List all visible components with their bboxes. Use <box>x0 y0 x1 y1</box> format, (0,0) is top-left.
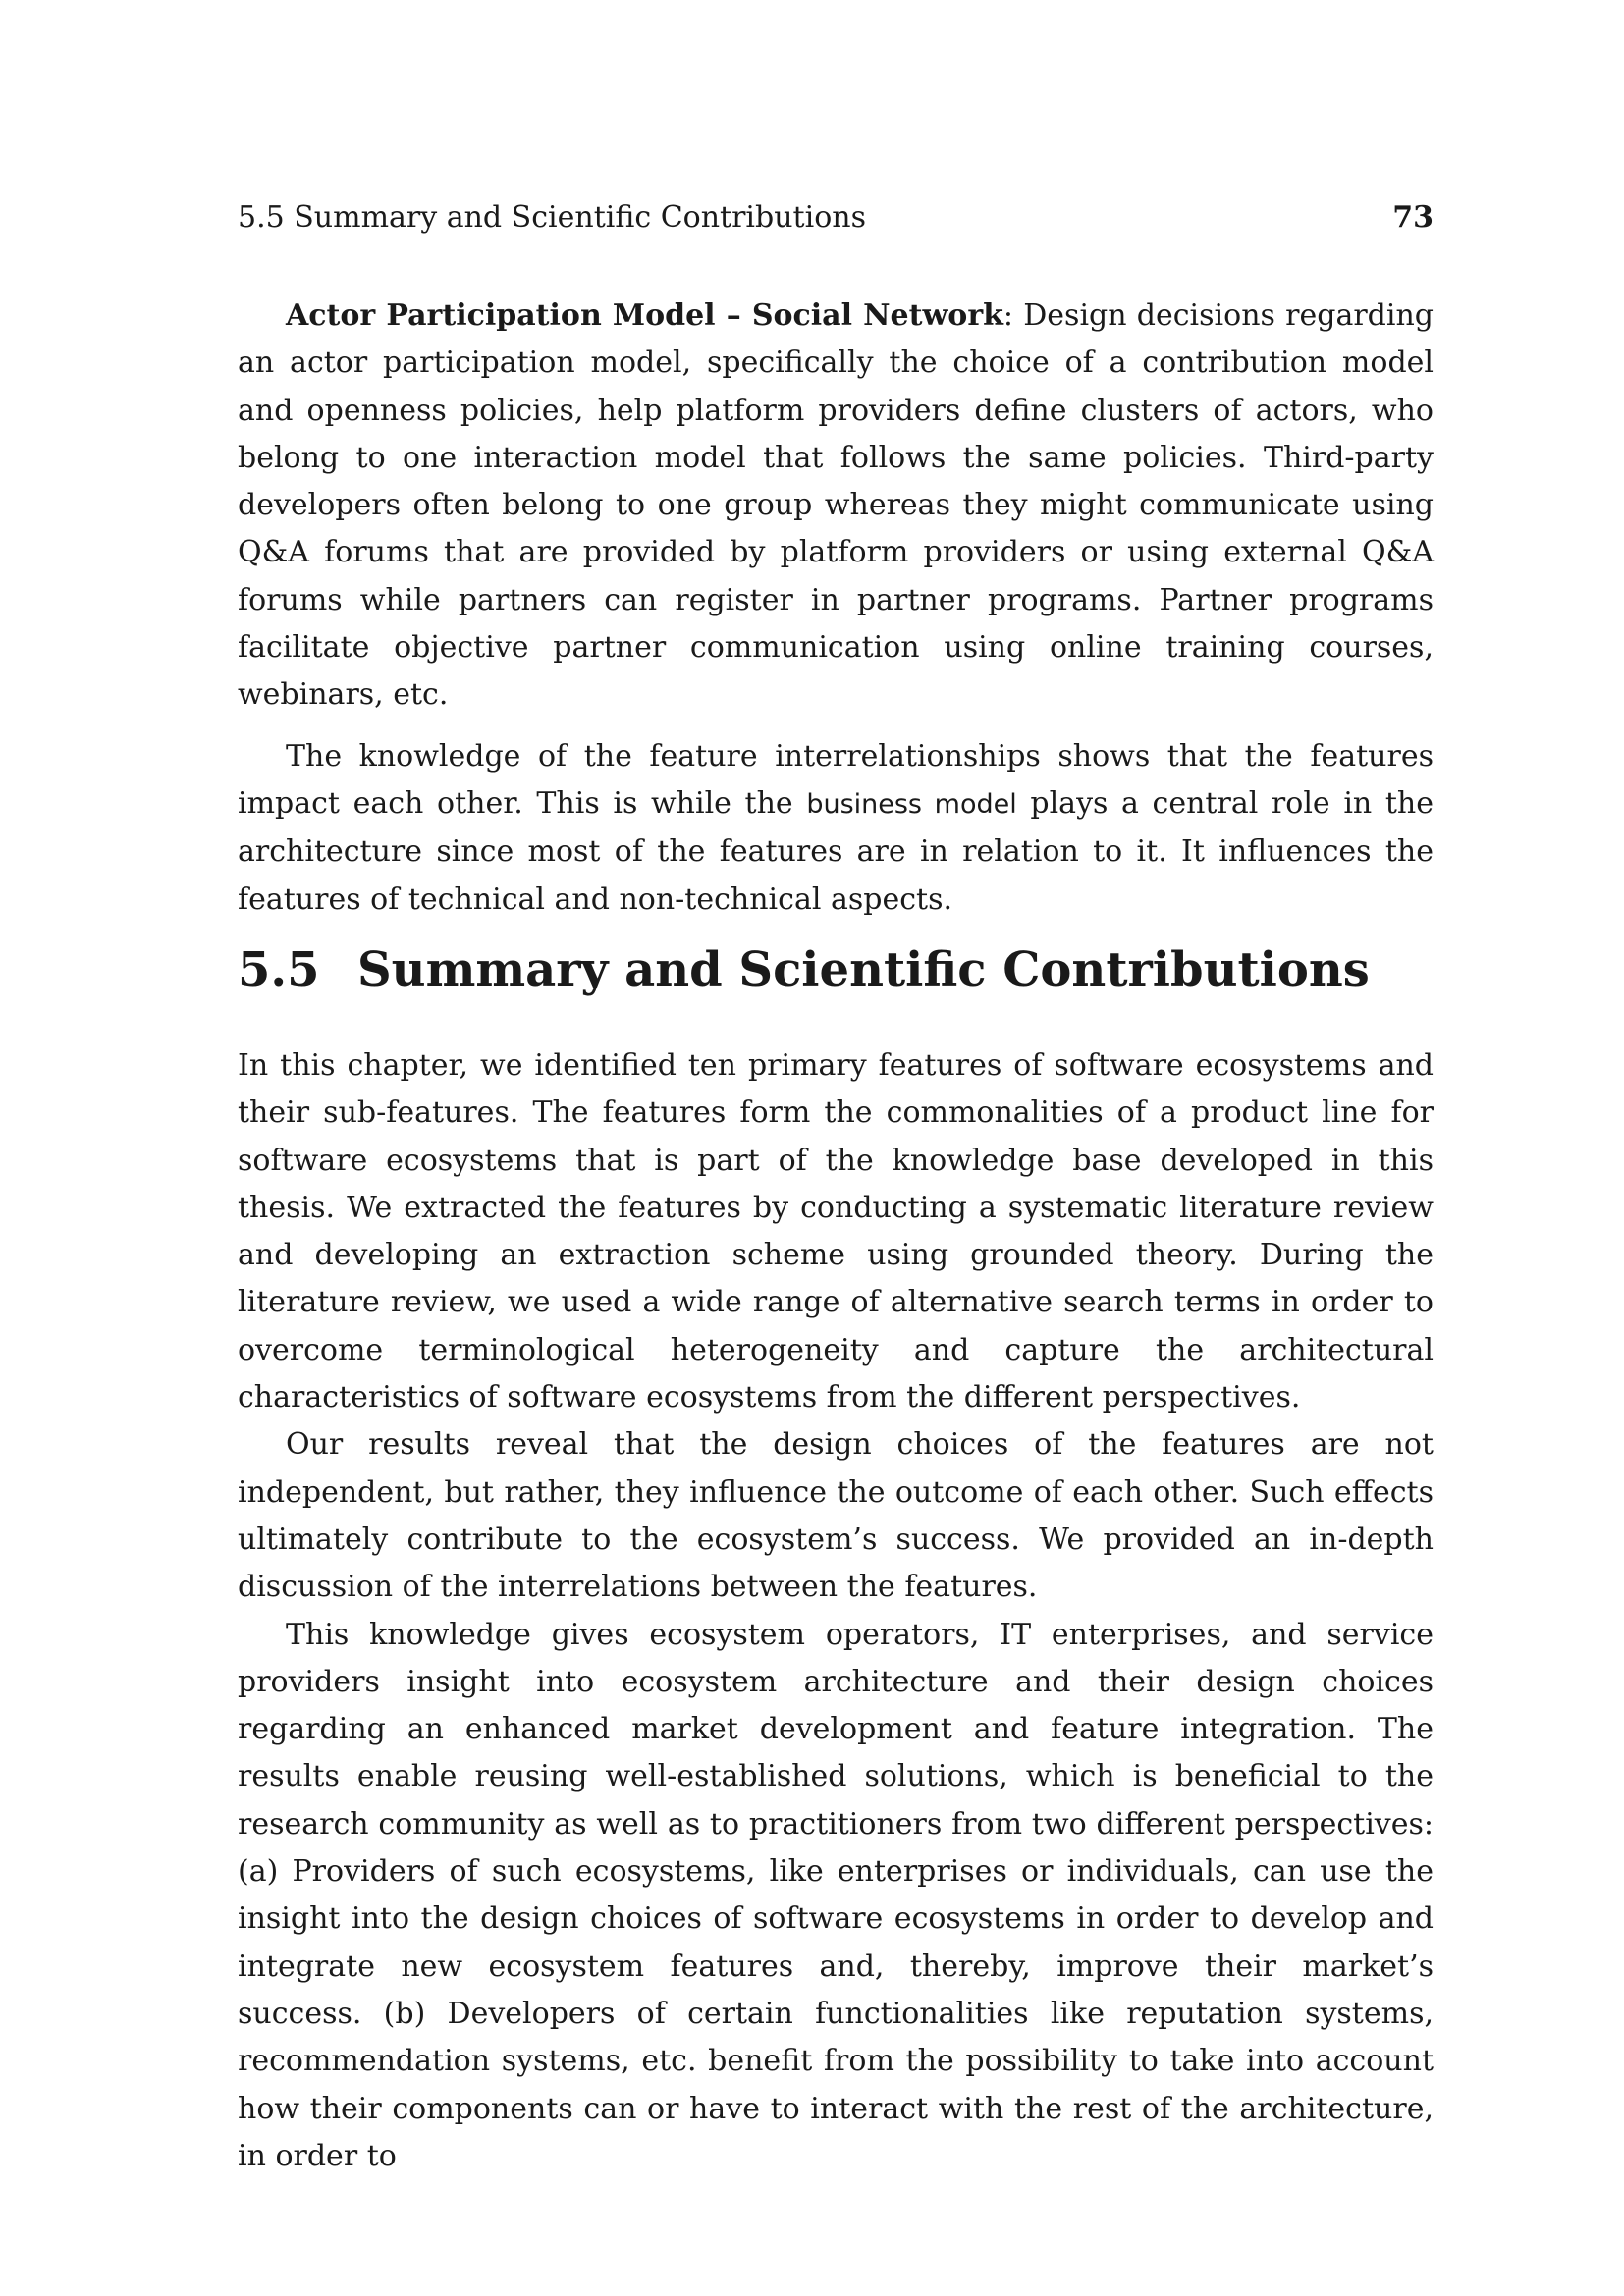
paragraph-actor-text: : Design decisions regarding an actor participation model, specifically the choice of a contribution model and openness policies, help platform providers define clusters of actors, who belong to one interaction model that follows the same policies. Third-party developers often belong to one group whereas they might communicate using Q&A forums that are provided by platform providers or using external Q&A forums while partners can register in partner programs. Partner programs facilitate objective partner communication using online training courses, webinars, etc. <box>238 298 1434 713</box>
summary-paragraph: Our results reveal that the design choices of the features are not independent, but rather, they influence the outcome of each other. Such effects ultimately contribute to the ecosystem’s success. We provided an in-depth discussion of the interrelations between the features. <box>238 1427 1434 1605</box>
run-in-heading: Actor Participation Model – Social Network <box>286 298 1003 333</box>
paragraph-actor-participation <box>238 293 1434 720</box>
business-model-term: business model <box>806 788 1017 820</box>
section-heading <box>238 940 1434 999</box>
summary-paragraph: This knowledge gives ecosystem operators, IT enterprises, and service providers insight into ecosystem architecture and their design choices regarding an enhanced market development and feature integration. The results enable reusing well-established solutions, which is beneficial to the research community as well as to practitioners from two different perspectives: (a) Providers of such ecosystems, like enterprises or individuals, can use the insight into the design choices of software ecosystems in order to develop and integrate new ecosystem features and, thereby, improve their market’s success. (b) Developers of certain functionalities like reputation systems, recommendation systems, etc. benefit from the possibility to take into account how their components can or have to interact with the rest of the architecture, in order to <box>238 1617 1434 2173</box>
paragraph-feature-interrelationships <box>238 733 1434 924</box>
section-number: 5.5 <box>238 942 320 997</box>
upper-body-text <box>238 293 1434 924</box>
summary-paragraph: In this chapter, we identified ten primary features of software ecosystems and their sub-features. The features form the commonalities of a product line for software ecosystems that is part of the knowledge base developed in this thesis. We extracted the features by conducting a systematic literature review and developing an extraction scheme using grounded theory. During the literature review, we used a wide range of alternative search terms in order to overcome terminological heterogeneity and capture the architectural characteristics of software ecosystems from the different perspectives. <box>238 1048 1434 1415</box>
running-header <box>238 196 1434 240</box>
page-number: 73 <box>1392 200 1434 235</box>
summary-body-text <box>238 1042 1434 2180</box>
section-title: Summary and Scientific Contributions <box>357 942 1370 997</box>
running-header-title: 5.5 Summary and Scientific Contributions <box>238 200 866 235</box>
paragraph-knowledge-text-before: The knowledge of the feature interrelationships shows that the features impact each other. This is while the <box>238 738 1434 821</box>
paragraph-knowledge-text-after: plays a central role in the architecture since most of the features are in relation to it. It influences the features of technical and non-technical aspects. <box>238 785 1434 917</box>
